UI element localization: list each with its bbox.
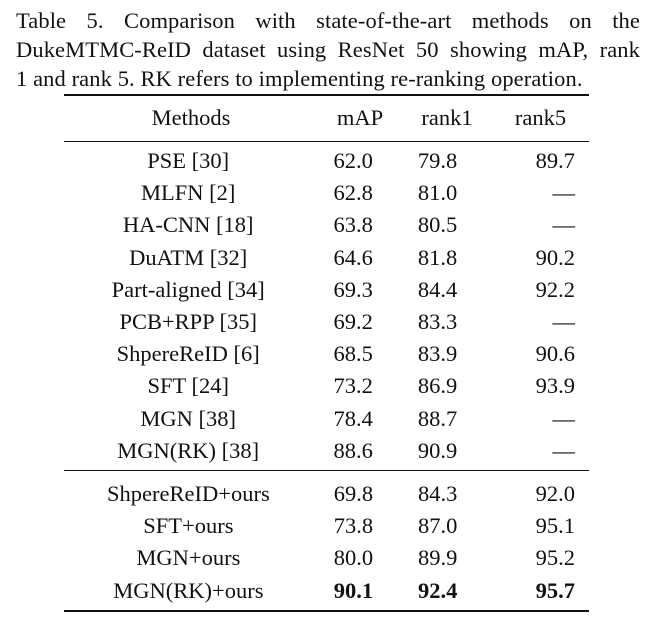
rank1-cell: 79.8 bbox=[417, 148, 458, 174]
table-caption bbox=[16, 6, 640, 93]
table-row bbox=[64, 478, 589, 510]
method-cell: ShpereReID [6] bbox=[116, 341, 260, 367]
rank1-cell: 87.0 bbox=[418, 513, 458, 539]
table-row bbox=[64, 306, 589, 338]
method-cell: MLFN [2] bbox=[141, 180, 236, 206]
method-cell: SFT [24] bbox=[147, 373, 229, 399]
map-cell-best: 90.1 bbox=[333, 577, 374, 603]
header-rule bbox=[64, 141, 589, 142]
table-body-ours bbox=[64, 478, 589, 607]
method-cell: MGN(RK)+ours bbox=[113, 577, 264, 603]
table-row bbox=[64, 145, 589, 177]
rank5-cell: 92.0 bbox=[535, 481, 575, 507]
rank5-cell: 90.2 bbox=[535, 244, 575, 270]
method-cell: DuATM [32] bbox=[129, 244, 248, 270]
rank1-cell: 83.9 bbox=[417, 341, 458, 367]
caption-line-1: Table 5. Comparison with state-of-the-art methods on the bbox=[16, 8, 640, 33]
rank5-cell: 92.2 bbox=[535, 276, 575, 302]
rank1-cell: 81.8 bbox=[417, 244, 458, 270]
table-row bbox=[64, 338, 589, 370]
table-row bbox=[64, 209, 589, 241]
rank5-cell: — bbox=[552, 212, 575, 238]
header-methods: Methods bbox=[151, 105, 231, 130]
rank1-cell: 81.0 bbox=[417, 180, 458, 206]
map-cell: 69.8 bbox=[333, 481, 374, 507]
rank1-cell: 89.9 bbox=[418, 545, 458, 571]
table-row bbox=[64, 242, 589, 274]
table-body-baselines bbox=[64, 145, 589, 467]
table-row bbox=[64, 274, 589, 306]
header-rank1: rank1 bbox=[421, 105, 473, 130]
rank5-cell: — bbox=[552, 309, 575, 335]
method-cell: MGN [38] bbox=[140, 405, 237, 431]
map-cell: 88.6 bbox=[333, 437, 373, 463]
map-cell: 64.6 bbox=[333, 244, 373, 270]
map-cell: 62.8 bbox=[333, 180, 373, 206]
top-rule bbox=[64, 94, 589, 96]
rank5-cell: 90.6 bbox=[535, 341, 575, 367]
table-row bbox=[64, 435, 589, 467]
rank1-cell: 84.4 bbox=[417, 276, 458, 302]
rank1-cell: 90.9 bbox=[417, 437, 458, 463]
rank1-cell: 84.3 bbox=[418, 481, 458, 507]
rank5-cell: — bbox=[552, 180, 575, 206]
map-cell: 63.8 bbox=[333, 212, 373, 238]
map-cell: 78.4 bbox=[333, 405, 373, 431]
rank1-cell: 88.7 bbox=[417, 405, 458, 431]
caption-line-2: DukeMTMC-ReID dataset using ResNet 50 showing mAP, rank bbox=[16, 37, 640, 62]
rank5-cell: 93.9 bbox=[535, 373, 575, 399]
map-cell: 80.0 bbox=[333, 545, 374, 571]
table-row bbox=[64, 177, 589, 209]
method-cell: ShpereReID+ours bbox=[107, 481, 270, 507]
method-cell: MGN+ours bbox=[136, 545, 241, 571]
method-cell: PSE [30] bbox=[147, 148, 230, 174]
caption-line-3: 1 and rank 5. RK refers to implementing re-ranking operation. bbox=[16, 66, 583, 91]
map-cell: 68.5 bbox=[333, 341, 373, 367]
rank1-cell: 86.9 bbox=[417, 373, 458, 399]
method-cell: Part-aligned [34] bbox=[111, 276, 265, 302]
bottom-rule bbox=[64, 610, 589, 612]
header-map: mAP bbox=[336, 105, 384, 130]
method-cell: SFT+ours bbox=[143, 513, 234, 539]
map-cell: 73.8 bbox=[333, 513, 374, 539]
method-cell: HA-CNN [18] bbox=[122, 212, 254, 238]
rank5-cell: 95.1 bbox=[535, 513, 575, 539]
rank5-cell-best: 95.7 bbox=[535, 577, 575, 603]
map-cell: 69.2 bbox=[333, 309, 373, 335]
rank5-cell: — bbox=[552, 437, 575, 463]
method-cell: PCB+RPP [35] bbox=[119, 309, 257, 335]
table-row-best bbox=[64, 575, 589, 607]
rank1-cell: 83.3 bbox=[417, 309, 458, 335]
map-cell: 62.0 bbox=[333, 148, 373, 174]
section-rule bbox=[64, 470, 589, 471]
table-row bbox=[64, 542, 589, 574]
rank5-cell: 89.7 bbox=[535, 148, 575, 174]
table-row bbox=[64, 370, 589, 402]
map-cell: 69.3 bbox=[333, 276, 373, 302]
rank1-cell: 80.5 bbox=[417, 212, 458, 238]
map-cell: 73.2 bbox=[333, 373, 373, 399]
table-row bbox=[64, 510, 589, 542]
header-row bbox=[64, 97, 589, 139]
rank1-cell-best: 92.4 bbox=[418, 577, 458, 603]
rank5-cell: 95.2 bbox=[535, 545, 575, 571]
table-row bbox=[64, 403, 589, 435]
table-header bbox=[64, 97, 589, 139]
method-cell: MGN(RK) [38] bbox=[117, 437, 260, 463]
rank5-cell: — bbox=[552, 405, 575, 431]
header-rank5: rank5 bbox=[514, 105, 567, 130]
